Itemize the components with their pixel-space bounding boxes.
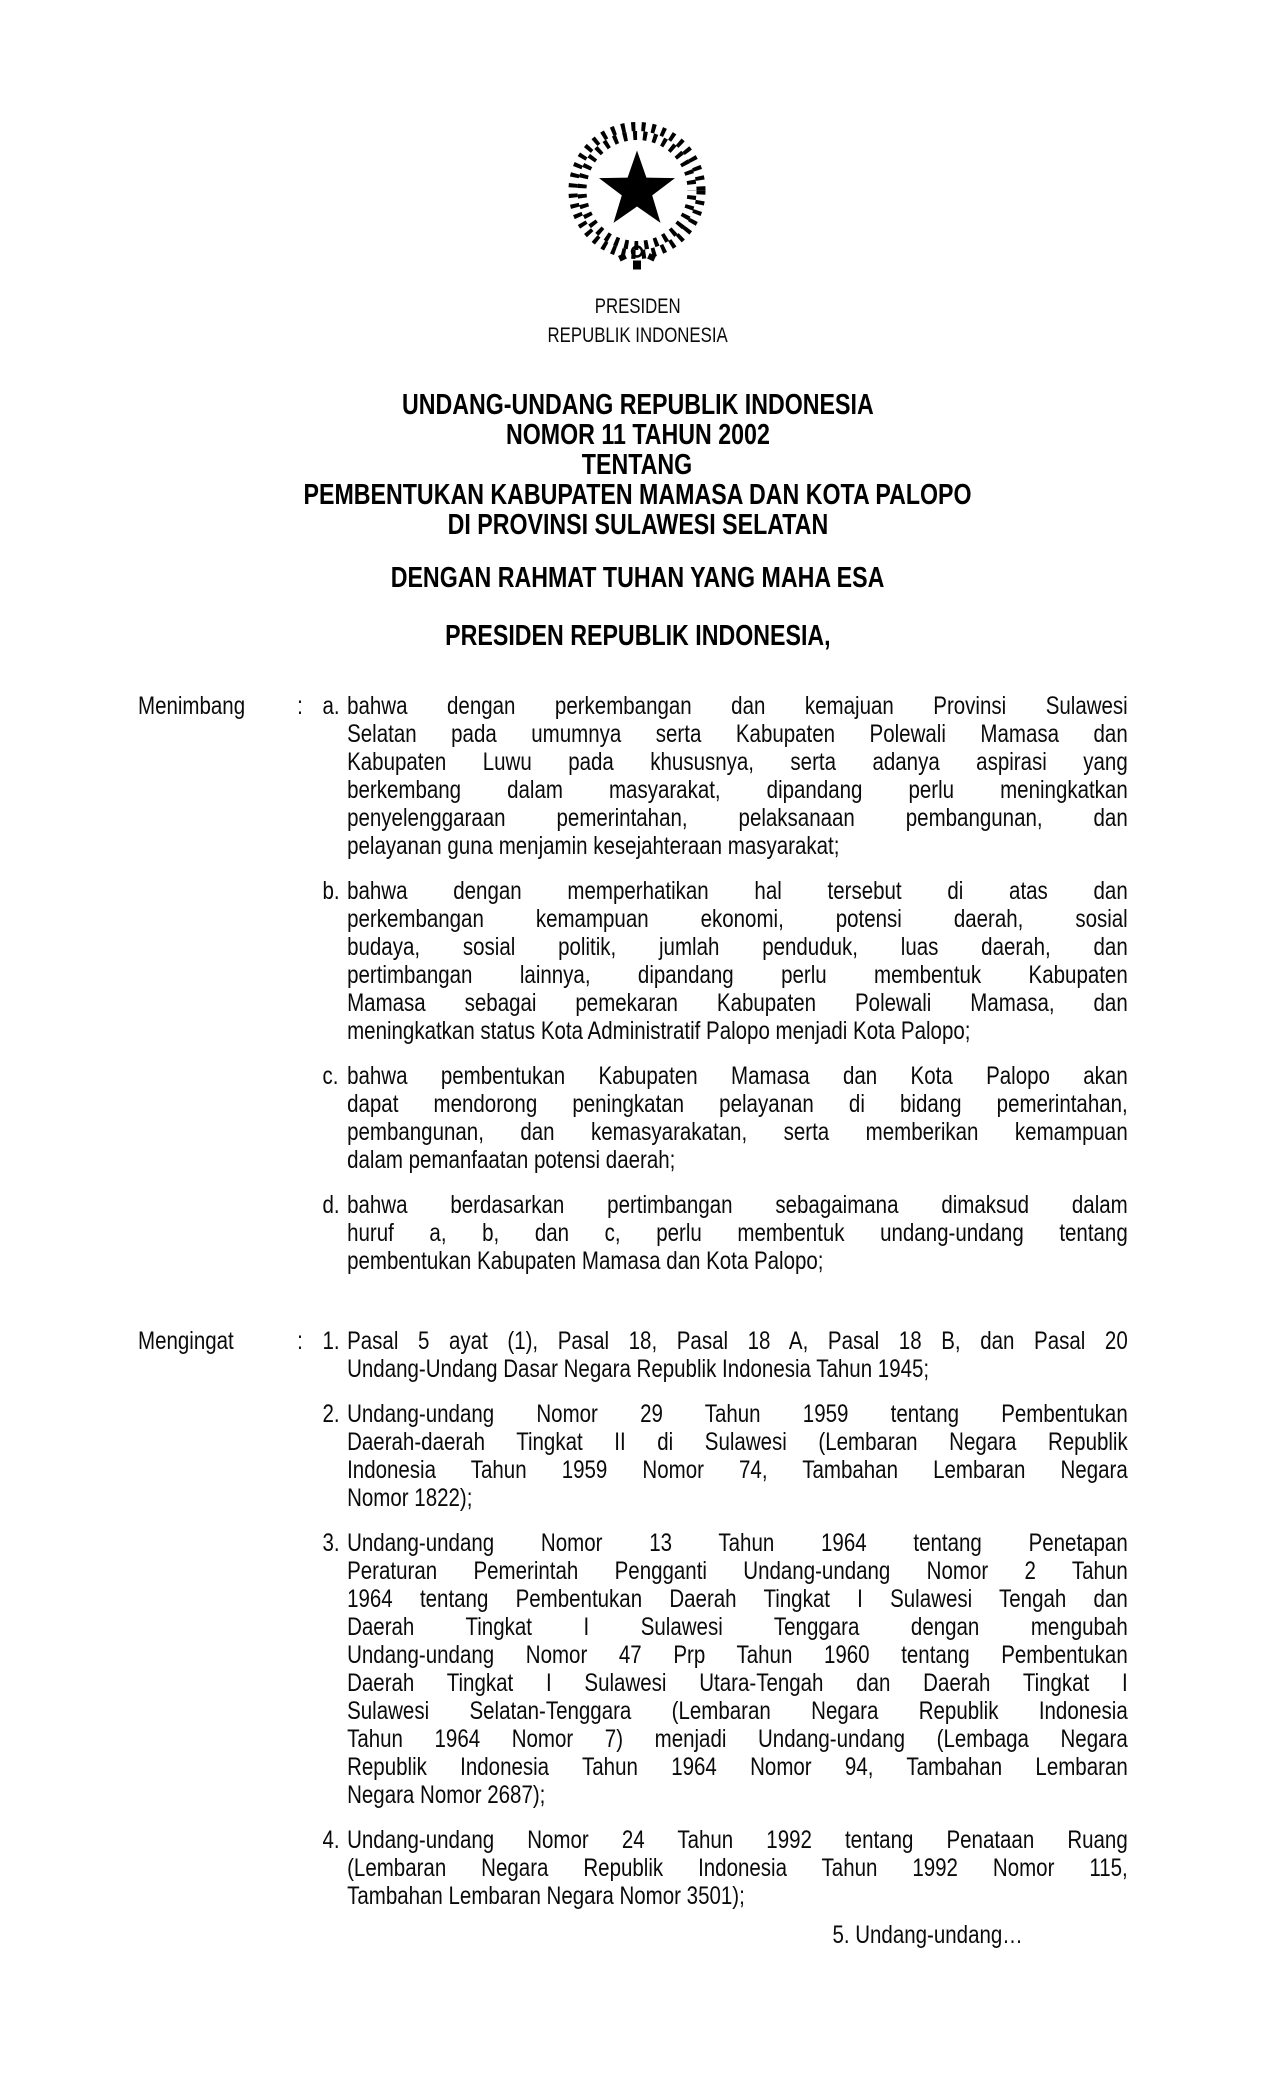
considerans-item <box>323 692 1128 860</box>
text-line: Negara Nomor 2687); <box>347 1781 546 1809</box>
text-line: pelayanan guna menjamin kesejahteraan masyarakat; <box>347 832 840 860</box>
item-marker: 4. <box>322 1826 340 1854</box>
text-line: pembangunan, dan kemasyarakatan, serta memberikan kemampuan <box>347 1118 1128 1146</box>
text-line: bahwa pembentukan Kabupaten Mamasa dan Kota Palopo akan <box>347 1062 1128 1090</box>
title-line <box>0 480 1275 510</box>
item-marker: b. <box>322 877 340 905</box>
text-line: perkembangan kemampuan ekonomi, potensi daerah, sosial <box>347 905 1128 933</box>
item-text <box>347 1191 1128 1275</box>
invocation-text: DENGAN RAHMAT TUHAN YANG MAHA ESA <box>390 562 885 594</box>
text-line: Mamasa sebagai pemekaran Kabupaten Polewali Mamasa, dan <box>347 989 1128 1017</box>
text-line: berkembang dalam masyarakat, dipandang perlu meningkatkan <box>347 776 1128 804</box>
text-line: bahwa dengan memperhatikan hal tersebut di atas dan <box>347 877 1128 905</box>
considerans-item <box>323 1826 1128 1910</box>
text-line: meningkatkan status Kota Administratif Palopo menjadi Kota Palopo; <box>347 1017 971 1045</box>
considerans-item <box>323 877 1128 1045</box>
text-line: Undang-undang Nomor 24 Tahun 1992 tentang Penataan Ruang <box>347 1826 1128 1854</box>
text-line: Undang-undang Nomor 13 Tahun 1964 tentang Penetapan <box>347 1529 1128 1557</box>
title-text: TENTANG <box>582 449 693 481</box>
considerans-items <box>323 692 1128 1275</box>
title-text: UNDANG-UNDANG REPUBLIK INDONESIA <box>401 389 874 421</box>
considerans-items <box>323 1327 1128 1910</box>
letterhead-text: REPUBLIK INDONESIA <box>547 324 728 347</box>
text-line: Kabupaten Luwu pada khususnya, serta adanya aspirasi yang <box>347 748 1128 776</box>
star-icon <box>599 151 675 223</box>
text-line: Daerah Tingkat I Sulawesi Utara-Tengah dan Daerah Tingkat I <box>347 1669 1128 1697</box>
item-text <box>347 1062 1128 1174</box>
section-mengingat <box>138 1327 1128 1910</box>
title-text: DI PROVINSI SULAWESI SELATAN <box>447 509 828 541</box>
text-line: (Lembaran Negara Republik Indonesia Tahun 1992 Nomor 115, <box>347 1854 1128 1882</box>
title-text: PEMBENTUKAN KABUPATEN MAMASA DAN KOTA PALOPO <box>303 479 972 511</box>
letterhead-line-presiden <box>0 292 1275 321</box>
item-marker: d. <box>322 1191 340 1219</box>
text-line: Daerah Tingkat I Sulawesi Tenggara dengan mengubah <box>347 1613 1128 1641</box>
considerans-item <box>323 1191 1128 1275</box>
item-marker: 2. <box>322 1400 340 1428</box>
item-marker: 3. <box>322 1529 340 1557</box>
text-line: Undang-undang Nomor 47 Prp Tahun 1960 tentang Pembentukan <box>347 1641 1128 1669</box>
item-marker: a. <box>322 692 340 720</box>
invocation-line <box>0 563 1275 593</box>
catchword: 5. Undang-undang… <box>832 1921 1023 1949</box>
considerans-item <box>323 1529 1128 1809</box>
text-line: huruf a, b, dan c, perlu membentuk undang-undang tentang <box>347 1219 1128 1247</box>
text-line: bahwa berdasarkan pertimbangan sebagaimana dimaksud dalam <box>347 1191 1128 1219</box>
text-line: Republik Indonesia Tahun 1964 Nomor 94, Tambahan Lembaran <box>347 1753 1128 1781</box>
text-line: Indonesia Tahun 1959 Nomor 74, Tambahan Lembaran Negara <box>347 1456 1128 1484</box>
text-line: Selatan pada umumnya serta Kabupaten Polewali Mamasa dan <box>347 720 1128 748</box>
text-line: Pasal 5 ayat (1), Pasal 18, Pasal 18 A, Pasal 18 B, dan Pasal 20 <box>347 1327 1128 1355</box>
text-line: Undang-undang Nomor 29 Tahun 1959 tentang Pembentukan <box>347 1400 1128 1428</box>
text-line: dalam pemanfaatan potensi daerah; <box>347 1146 676 1174</box>
text-line: Sulawesi Selatan-Tenggara (Lembaran Negara Republik Indonesia <box>347 1697 1128 1725</box>
text-line: Tahun 1964 Nomor 7) menjadi Undang-undang (Lembaga Negara <box>347 1725 1128 1753</box>
text-line: budaya, sosial politik, jumlah penduduk, luas daerah, dan <box>347 933 1128 961</box>
law-title-block <box>0 390 1275 540</box>
text-line: Undang-Undang Dasar Negara Republik Indonesia Tahun 1945; <box>347 1355 930 1383</box>
text-line: bahwa dengan perkembangan dan kemajuan Provinsi Sulawesi <box>347 692 1128 720</box>
considerans-colon: : <box>297 1327 303 1355</box>
title-line <box>0 510 1275 540</box>
title-line <box>0 420 1275 450</box>
item-marker: c. <box>322 1062 339 1090</box>
considerans-label: Menimbang <box>138 692 246 720</box>
text-line: 1964 tentang Pembentukan Daerah Tingkat I Sulawesi Tengah dan <box>347 1585 1128 1613</box>
text-line: penyelenggaraan pemerintahan, pelaksanaan pembangunan, dan <box>347 804 1128 832</box>
item-text <box>347 1826 1128 1910</box>
item-text <box>347 1400 1128 1512</box>
letterhead <box>0 292 1275 350</box>
item-text <box>347 1529 1128 1809</box>
considerans-item <box>323 1062 1128 1174</box>
text-line: Nomor 1822); <box>347 1484 473 1512</box>
enacting-authority-text: PRESIDEN REPUBLIK INDONESIA, <box>444 620 831 652</box>
item-text <box>347 1327 1128 1383</box>
considerans-row <box>138 1327 1128 1910</box>
item-text <box>347 877 1128 1045</box>
considerans-item <box>323 1327 1128 1383</box>
text-line: Daerah-daerah Tingkat II di Sulawesi (Lembaran Negara Republik <box>347 1428 1128 1456</box>
letterhead-line-republik <box>0 321 1275 350</box>
letterhead-text: PRESIDEN <box>594 295 681 318</box>
enacting-authority-line <box>0 621 1275 651</box>
text-line: pertimbangan lainnya, dipandang perlu membentuk Kabupaten <box>347 961 1128 989</box>
text-line: pembentukan Kabupaten Mamasa dan Kota Palopo; <box>347 1247 824 1275</box>
presidential-star-wreath-emblem <box>557 110 717 275</box>
considerans-item <box>323 1400 1128 1512</box>
item-marker: 1. <box>322 1327 340 1355</box>
considerans-label: Mengingat <box>138 1327 234 1355</box>
section-menimbang <box>138 692 1128 1275</box>
text-line: Peraturan Pemerintah Pengganti Undang-undang Nomor 2 Tahun <box>347 1557 1128 1585</box>
item-text <box>347 692 1128 860</box>
title-line <box>0 390 1275 420</box>
title-text: NOMOR 11 TAHUN 2002 <box>505 419 770 451</box>
considerans-row <box>138 692 1128 1275</box>
text-line: Tambahan Lembaran Negara Nomor 3501); <box>347 1882 745 1910</box>
text-line: dapat mendorong peningkatan pelayanan di bidang pemerintahan, <box>347 1090 1128 1118</box>
considerans-colon: : <box>297 692 303 720</box>
title-line <box>0 450 1275 480</box>
